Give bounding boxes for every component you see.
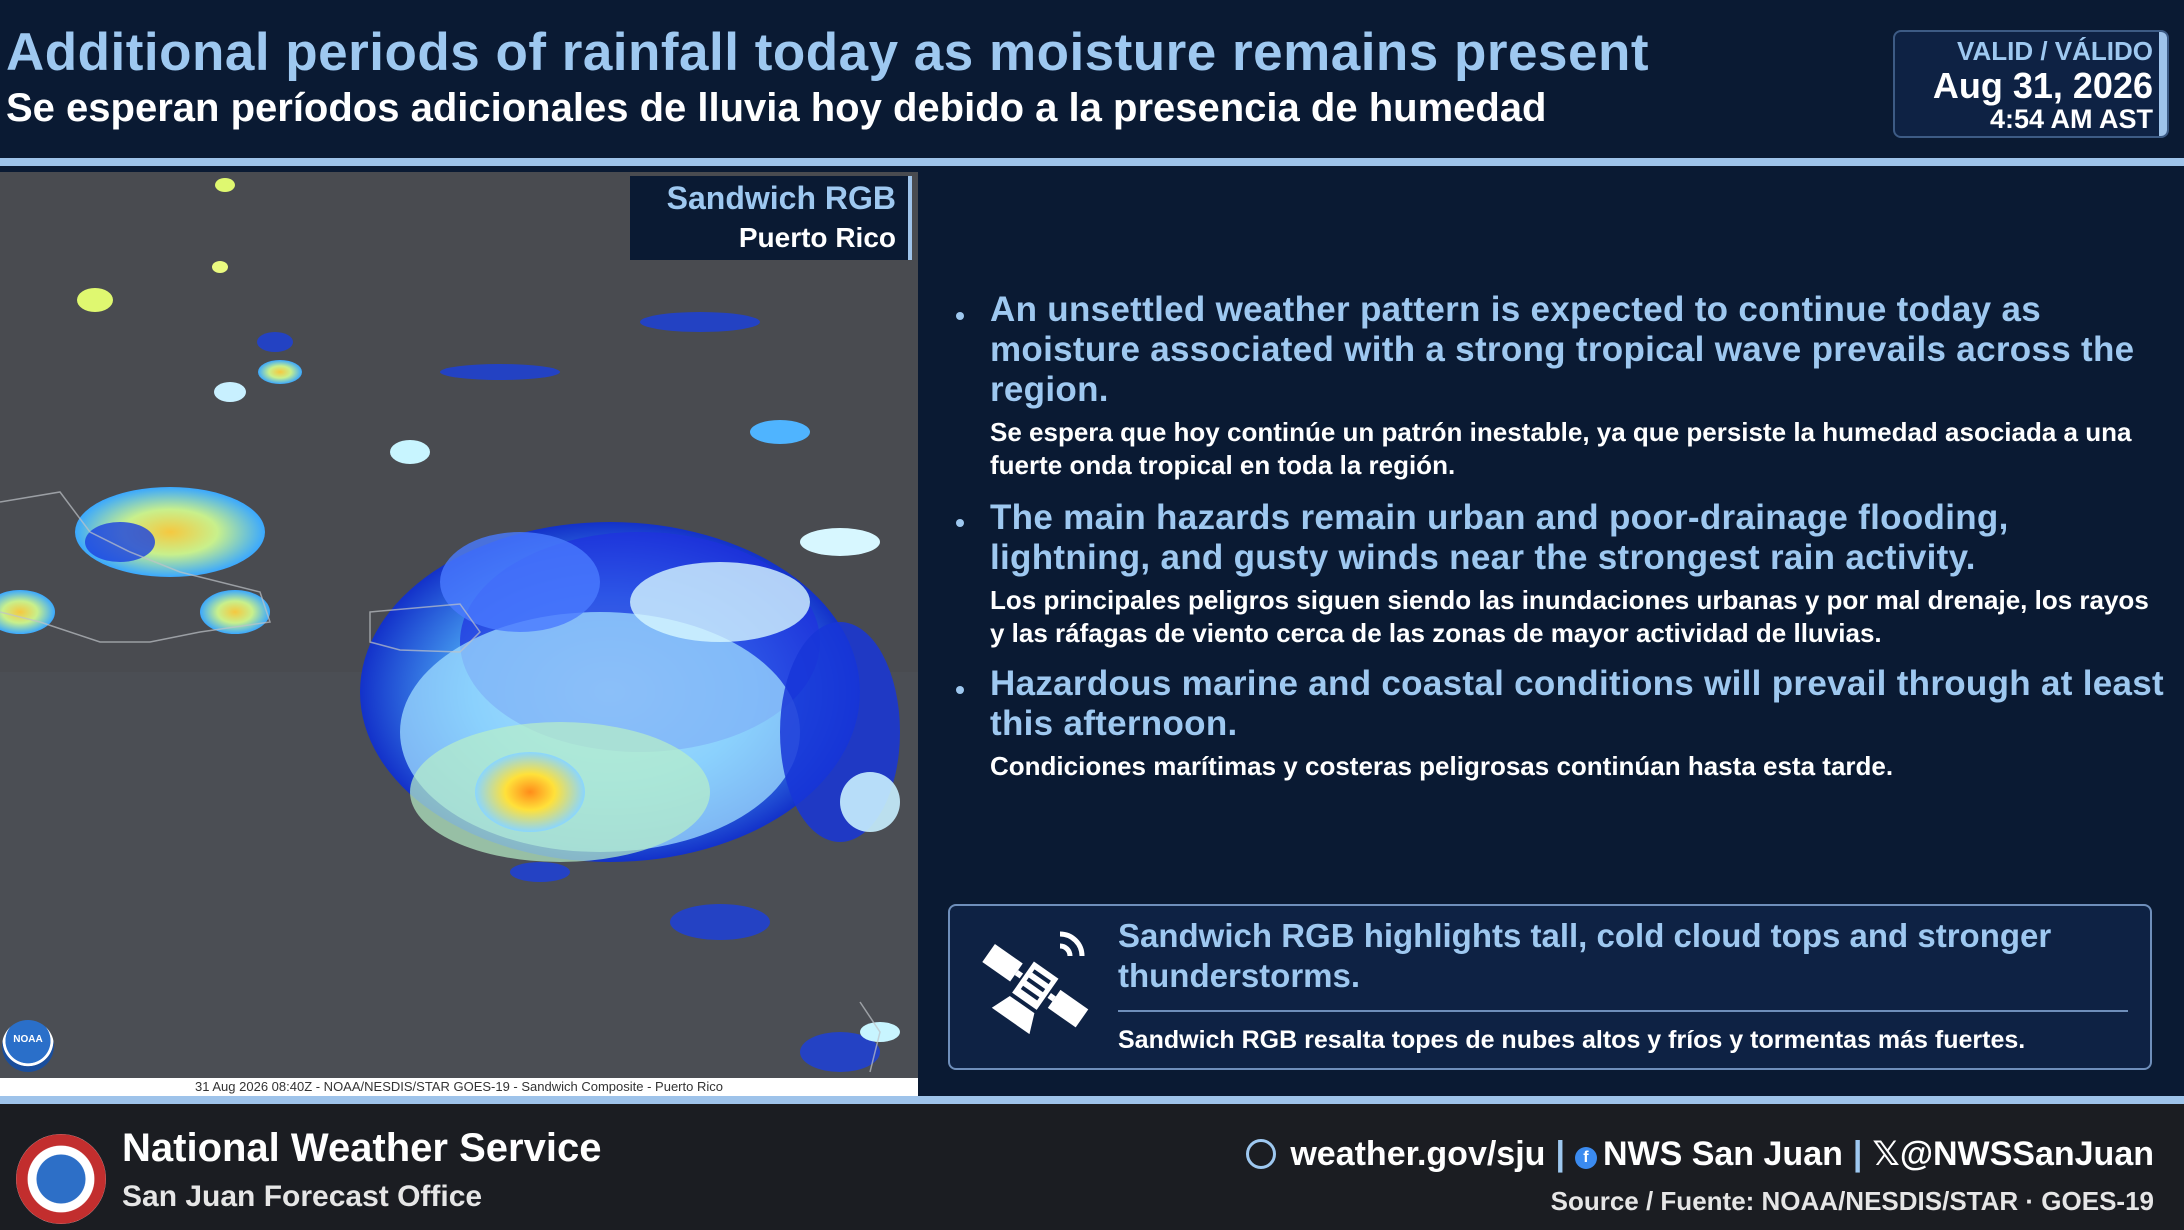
separator: |: [1852, 1135, 1863, 1173]
region-name: Puerto Rico: [738, 222, 896, 253]
info-note: [948, 904, 2152, 1070]
info-panel: [918, 172, 2184, 1096]
separator: |: [1555, 1135, 1565, 1173]
facebook-link[interactable]: NWS San Juan: [1602, 1135, 1843, 1173]
header: [0, 0, 2184, 166]
valid-accent-bar: [2159, 32, 2167, 136]
title-english: Additional periods of rainfall today as moisture remains present: [6, 23, 1649, 82]
website-link[interactable]: weather.gov/sju: [1290, 1135, 1546, 1173]
satellite-icon: [968, 924, 1098, 1054]
note-spanish: Sandwich RGB resalta topes de nubes altos y fríos y tormentas más fuertes.: [1118, 1026, 2026, 1054]
bullet-es: Los principales peligros siguen siendo las inundaciones urbanas y por mal drenaje, los rayos y las ráfagas de viento cerca de las zonas de mayor actividad de lluvias.: [990, 585, 2149, 648]
satellite-image: [0, 172, 918, 1096]
note-divider: [1118, 1010, 2128, 1012]
organization-name: National Weather Service: [122, 1126, 602, 1170]
valid-date: Aug 31, 2026: [1932, 65, 2153, 106]
footer-links: [1246, 1134, 2154, 1174]
source-credit: Source / Fuente: NOAA/NESDIS/STAR · GOES-19: [1550, 1186, 2154, 1216]
noaa-logo: [2, 1020, 54, 1072]
title-spanish: Se esperan períodos adicionales de lluvia hoy debido a la presencia de humedad: [6, 86, 1547, 130]
satellite-imagery: [0, 172, 918, 1096]
nws-logo: [16, 1134, 106, 1224]
bullet-en: An unsettled weather pattern is expected to continue today as moisture associated with a strong tropical wave prevails across the region.: [990, 290, 2135, 409]
x-icon: 𝕏: [1872, 1135, 1900, 1173]
image-caption: 31 Aug 2026 08:40Z - NOAA/NESDIS/STAR GOES-19 - Sandwich Composite - Puerto Rico: [0, 1078, 918, 1096]
bullet-item-3: [990, 664, 2170, 783]
facebook-icon: f: [1575, 1147, 1597, 1169]
valid-time: 4:54 AM AST: [1989, 104, 2153, 134]
noaa-logo-text: NOAA: [13, 1034, 43, 1045]
product-name: Sandwich RGB: [666, 180, 896, 216]
bullet-item-1: [990, 290, 2170, 482]
note-english: Sandwich RGB highlights tall, cold cloud tops and stronger thunderstorms.: [1118, 917, 2052, 994]
valid-label: VALID / VÁLIDO: [1957, 36, 2153, 66]
bullet-en: Hazardous marine and coastal conditions will prevail through at least this afternoon.: [990, 664, 2165, 743]
globe-icon: [1246, 1139, 1276, 1169]
bullet-es: Condiciones marítimas y costeras peligrosas continúan hasta esta tarde.: [990, 751, 1894, 781]
footer: [0, 1096, 2184, 1230]
bullet-es: Se espera que hoy continúe un patrón inestable, ya que persiste la humedad asociada a una fuerte onda tropical en toda la región.: [990, 417, 2132, 480]
product-label: [630, 176, 912, 260]
bullet-dot: [956, 312, 964, 320]
valid-time-box: [1893, 30, 2169, 138]
x-link[interactable]: @NWSSanJuan: [1899, 1135, 2154, 1173]
bullet-dot: [956, 519, 964, 527]
bullet-en: The main hazards remain urban and poor-drainage flooding, lightning, and gusty winds near the strongest rain activity.: [990, 498, 2009, 577]
bullet-dot: [956, 686, 964, 694]
office-name: San Juan Forecast Office: [122, 1180, 483, 1213]
bullet-item-2: [990, 498, 2170, 650]
